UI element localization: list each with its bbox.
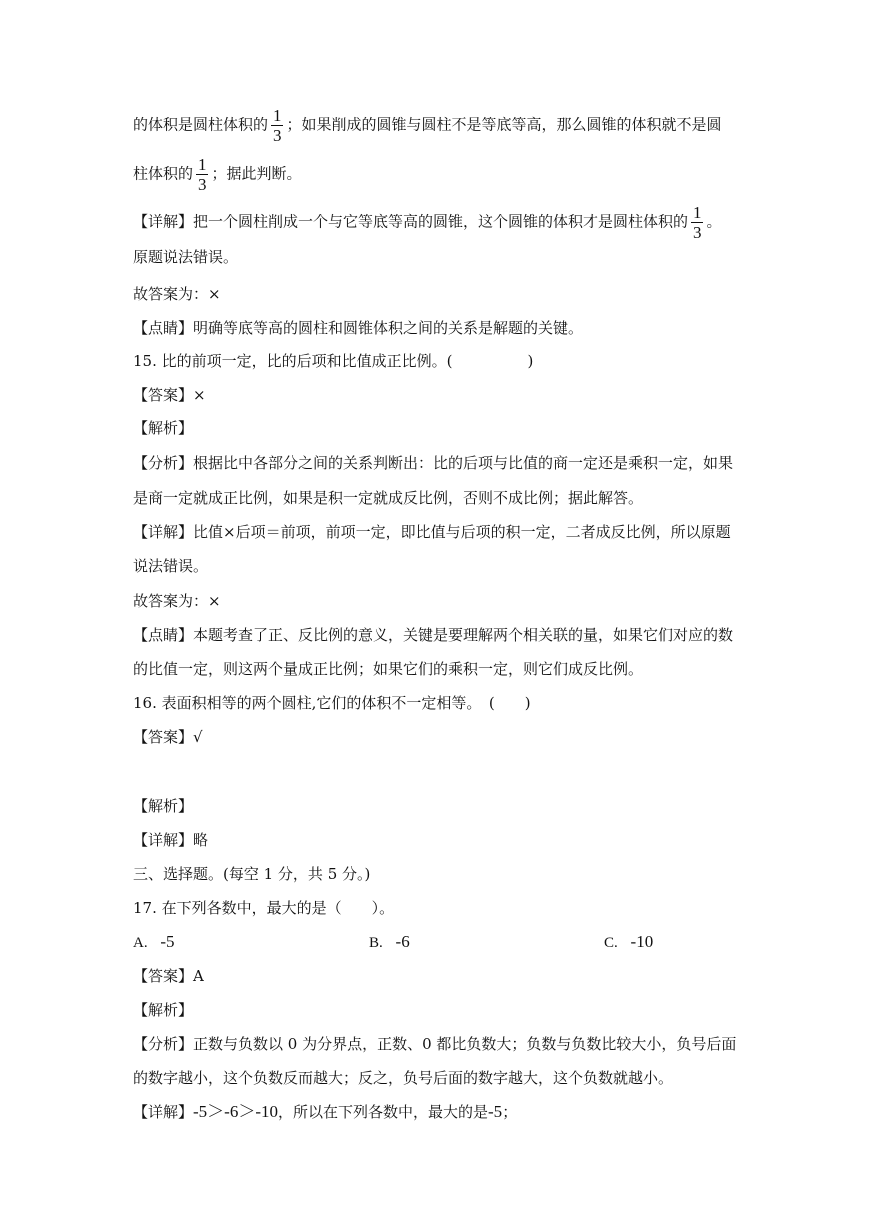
fraction-one-third xyxy=(196,156,209,193)
text-line: 说法错误。 xyxy=(133,557,209,575)
text-line: 【详解】比值×后项＝前项，前项一定，即比值与后项的积一定，二者成反比例，所以原题 xyxy=(133,523,731,541)
text-segment: 。 xyxy=(706,212,722,231)
text-line: 故答案为：× xyxy=(133,592,221,610)
inequality-expression: -5＞-6＞-10 xyxy=(193,1102,278,1121)
text-line xyxy=(133,156,302,193)
analysis-label: 【解析】 xyxy=(133,419,194,437)
text-segment: 【详解】 xyxy=(133,1103,194,1121)
analysis-label: 【解析】 xyxy=(133,1001,194,1019)
text-line: 【分析】根据比中各部分之间的关系判断出：比的后项与比值的商一定还是乘积一定，如果 xyxy=(133,454,734,472)
text-segment: ；如果削成的圆锥与圆柱不是等底等高，那么圆锥的体积就不是圆 xyxy=(286,115,722,134)
option-letter: C. xyxy=(604,935,618,951)
text-line: 【点睛】本题考查了正、反比例的意义，关键是要理解两个相关联的量，如果它们对应的数 xyxy=(133,626,734,644)
fraction-numerator: 1 xyxy=(693,203,702,222)
text-line xyxy=(133,204,722,241)
math-value: -5 xyxy=(488,1102,503,1121)
text-segment: 的体积是圆柱体积的 xyxy=(133,115,269,134)
text-line: 【详解】略 xyxy=(133,831,209,849)
question-16: 16. 表面积相等的两个圆柱,它们的体积不一定相等。 ( ) xyxy=(133,694,531,712)
text-segment: 柱体积的 xyxy=(133,164,194,183)
text-segment: ； xyxy=(502,1103,518,1121)
question-15: 15. 比的前项一定，比的后项和比值成正比例。( ) xyxy=(133,352,534,370)
fraction-denominator: 3 xyxy=(693,223,702,242)
answer-label: 【答案】√ xyxy=(133,728,203,746)
option-value: -5 xyxy=(160,932,175,951)
option-c xyxy=(604,932,653,953)
question-17: 17. 在下列各数中，最大的是（ ）。 xyxy=(133,899,395,917)
text-line: 是商一定就成正比例，如果是积一定就成反比例，否则不成比例；据此解答。 xyxy=(133,489,644,507)
text-segment: ，所以在下列各数中，最大的是 xyxy=(278,1103,489,1121)
text-segment: 【详解】把一个圆柱削成一个与它等底等高的圆锥，这个圆锥的体积才是圆柱体积的 xyxy=(133,212,689,231)
text-line: 的数字越小，这个负数反而越大；反之，负号后面的数字越大，这个负数就越小。 xyxy=(133,1069,674,1087)
option-value: -10 xyxy=(630,932,654,951)
option-a xyxy=(133,932,175,953)
fraction-denominator: 3 xyxy=(198,175,207,194)
answer-label: 【答案】A xyxy=(133,967,204,985)
fraction-numerator: 1 xyxy=(198,155,207,174)
text-line: 的比值一定，则这两个量成正比例；如果它们的乘积一定，则它们成反比例。 xyxy=(133,660,644,678)
fraction-one-third xyxy=(691,204,704,241)
text-segment: ；据此判断。 xyxy=(211,164,302,183)
text-line: 【分析】正数与负数以 0 为分界点，正数、0 都比负数大；负数与负数比较大小，负号后面 xyxy=(133,1035,737,1053)
fraction-denominator: 3 xyxy=(273,126,282,145)
text-line: 原题说法错误。 xyxy=(133,248,239,266)
fraction-numerator: 1 xyxy=(273,106,282,125)
option-value: -6 xyxy=(395,932,410,951)
fraction-one-third xyxy=(271,107,284,144)
option-b xyxy=(369,932,410,953)
answer-label: 【答案】× xyxy=(133,386,206,404)
option-letter: A. xyxy=(133,935,148,951)
option-letter: B. xyxy=(369,935,383,951)
text-line: 【点睛】明确等底等高的圆柱和圆锥体积之间的关系是解题的关键。 xyxy=(133,319,584,337)
section-heading: 三、选择题。(每空 1 分，共 5 分。) xyxy=(133,865,371,883)
text-line xyxy=(133,1102,517,1122)
text-line: 故答案为：× xyxy=(133,285,221,303)
text-line xyxy=(133,107,722,144)
analysis-label: 【解析】 xyxy=(133,797,194,815)
